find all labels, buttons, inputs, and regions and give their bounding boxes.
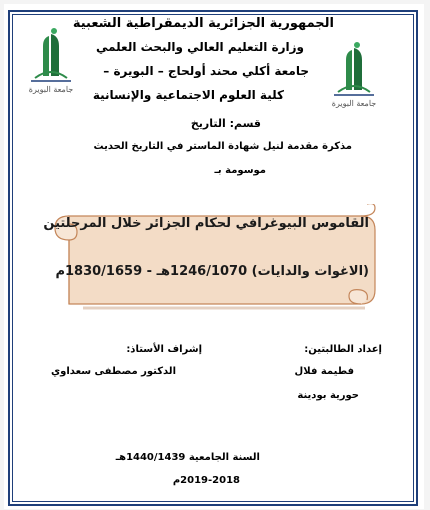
students-label: إعداد الطالبتين: <box>304 344 382 355</box>
logo-left-caption: جامعة البويرة <box>28 85 74 94</box>
header-republic: الجمهورية الجزائرية الديمقراطية الشعبية <box>72 16 334 31</box>
supervisor-label: إشراف الأستاذ: <box>126 344 202 355</box>
memo-type: مذكرة مقدمة لنيل شهادة الماستر في التاريخ الحديث <box>93 141 352 152</box>
department-label: قسم: التاريخ <box>190 117 261 130</box>
header-faculty: كلية العلوم الاجتماعية والإنسانية <box>92 88 284 102</box>
student-name-1: فطيمة فلال <box>294 366 354 377</box>
document-page <box>4 4 424 509</box>
thesis-title-line1: القاموس البيوغرافي لحكام الجزائر خلال المرحلتين <box>43 216 369 231</box>
university-logo-right <box>324 40 384 108</box>
academic-year-gregorian: 2019-2018م <box>172 475 240 486</box>
thesis-title-line2: (الاغوات والدايات) 1246/1070هـ - 1830/1659م <box>55 264 369 279</box>
university-logo-left <box>21 26 81 94</box>
header-ministry: وزارة التعليم العالي والبحث العلمي <box>95 40 304 54</box>
supervisor-name: الدكتور مصطفى سعداوي <box>50 366 176 377</box>
title-scroll-banner <box>43 204 379 314</box>
titled-label: موسومة بـ <box>214 165 266 176</box>
student-name-2: حورية بودينة <box>297 390 359 401</box>
university-logo-right-icon <box>324 40 384 96</box>
university-logo-left-icon <box>21 26 81 82</box>
header-university: جامعة أكلي محند أولحاج – البويرة – <box>103 64 309 78</box>
academic-year-hijri: السنة الجامعية 1440/1439هـ <box>115 452 260 463</box>
logo-right-caption: جامعة البويرة <box>331 99 377 108</box>
